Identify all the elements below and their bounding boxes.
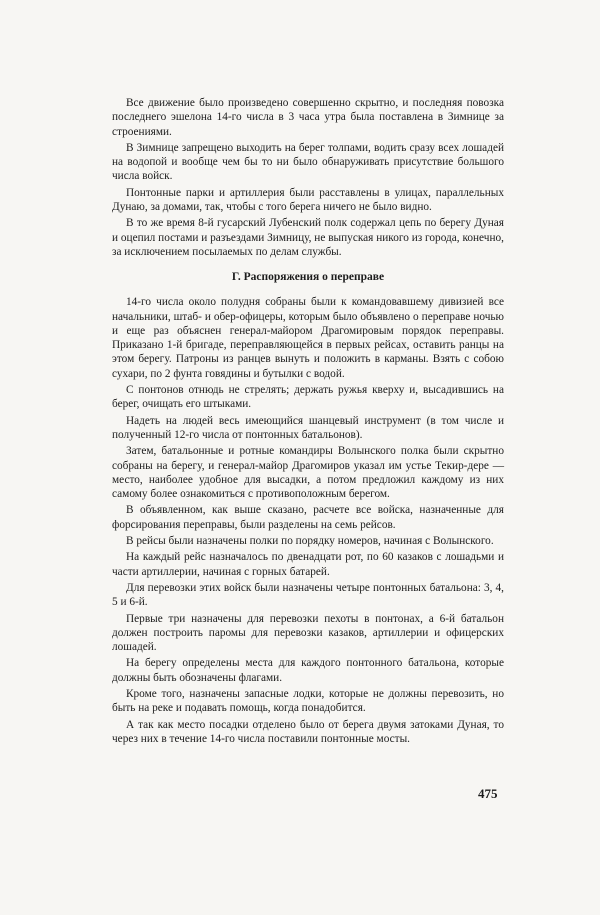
paragraph: Затем, батальонные и ротные командиры Волынского полка были скрытно собраны на берегу, и генерал-майор Драгомиров указал им устье Текир-дере — место, наиболее удобное для высадки, а потом предложил каждому из них самому более ознакомиться с противоположным берегом.: [112, 445, 504, 501]
paragraph: 14-го числа около полудня собраны были к командовавшему дивизией все начальники, штаб- и обер-офицеры, которым было объявлено о переправе ночью и еще раз объяснен генерал-майором Драгомировым порядок переправы. Приказано 1-й бригаде, переправляющейся в первых рейсах, оставить ранцы на этом берегу. Патроны из ранцев вынуть и положить в карманы. Взять с собою сухари, по 2 фунта говядины и бутылки с водой.: [112, 296, 504, 380]
paragraph: Первые три назначены для перевозки пехоты в понтонах, а 6-й батальон должен построить паромы для перевозки казаков, артиллерии и офицерских лошадей.: [112, 612, 504, 654]
paragraph: Кроме того, назначены запасные лодки, которые не должны перевозить, но быть на реке и подавать помощь, когда понадобится.: [112, 687, 504, 715]
paragraph: В Зимнице запрещено выходить на берег толпами, водить сразу всех лошадей на водопой и вообще чем бы то ни было обнаруживать присутствие большого числа войск.: [112, 141, 504, 183]
paragraph: В объявленном, как выше сказано, расчете все войска, назначенные для форсирования переправы, были разделены на семь рейсов.: [112, 504, 504, 531]
text-block: [112, 96, 504, 748]
paragraph: На берегу определены места для каждого понтонного батальона, которые должны быть обозначены флагами.: [112, 657, 504, 684]
paragraph: Все движение было произведено совершенно скрытно, и последняя повозка последнего эшелона 14-го числа в 3 часа утра была поставлена в Зимнице за строениями.: [112, 97, 504, 138]
paragraph: Для перевозки этих войск были назначены четыре понтонных батальона: 3, 4, 5 и 6-й.: [112, 581, 504, 609]
paragraph: В рейсы были назначены полки по порядку номеров, начиная с Волынского.: [126, 535, 494, 548]
paragraph: В то же время 8-й гусарский Лубенский полк содержал цепь по берегу Дуная и оцепил постами и разъездами Зимницу, не выпуская никого из города, конечно, за исключением посылаемых по делам службы.: [112, 217, 504, 258]
paragraph: С понтонов отнюдь не стрелять; держать ружья кверху и, высадившись на берег, очищать его штыками.: [112, 384, 504, 411]
paragraph: А так как место посадки отделено было от берега двумя затоками Дуная, то через них в течение 14-го числа поставили понтонные мосты.: [112, 718, 504, 745]
paragraph: Надеть на людей весь имеющийся шанцевый инструмент (в том числе и полученный 12-го числа от понтонных батальонов).: [112, 414, 504, 441]
page-number: 475: [478, 786, 498, 801]
paragraph: На каждый рейс назначалось по двенадцати рот, по 60 казаков с лошадьми и части артиллерии, начиная с горных батарей.: [112, 551, 504, 578]
paragraph: Понтонные парки и артиллерия были расставлены в улицах, параллельных Дунаю, за домами, так, чтобы с того берега ничего не было видно.: [112, 186, 504, 214]
section-heading: Г. Распоряжения о переправе: [231, 271, 385, 284]
